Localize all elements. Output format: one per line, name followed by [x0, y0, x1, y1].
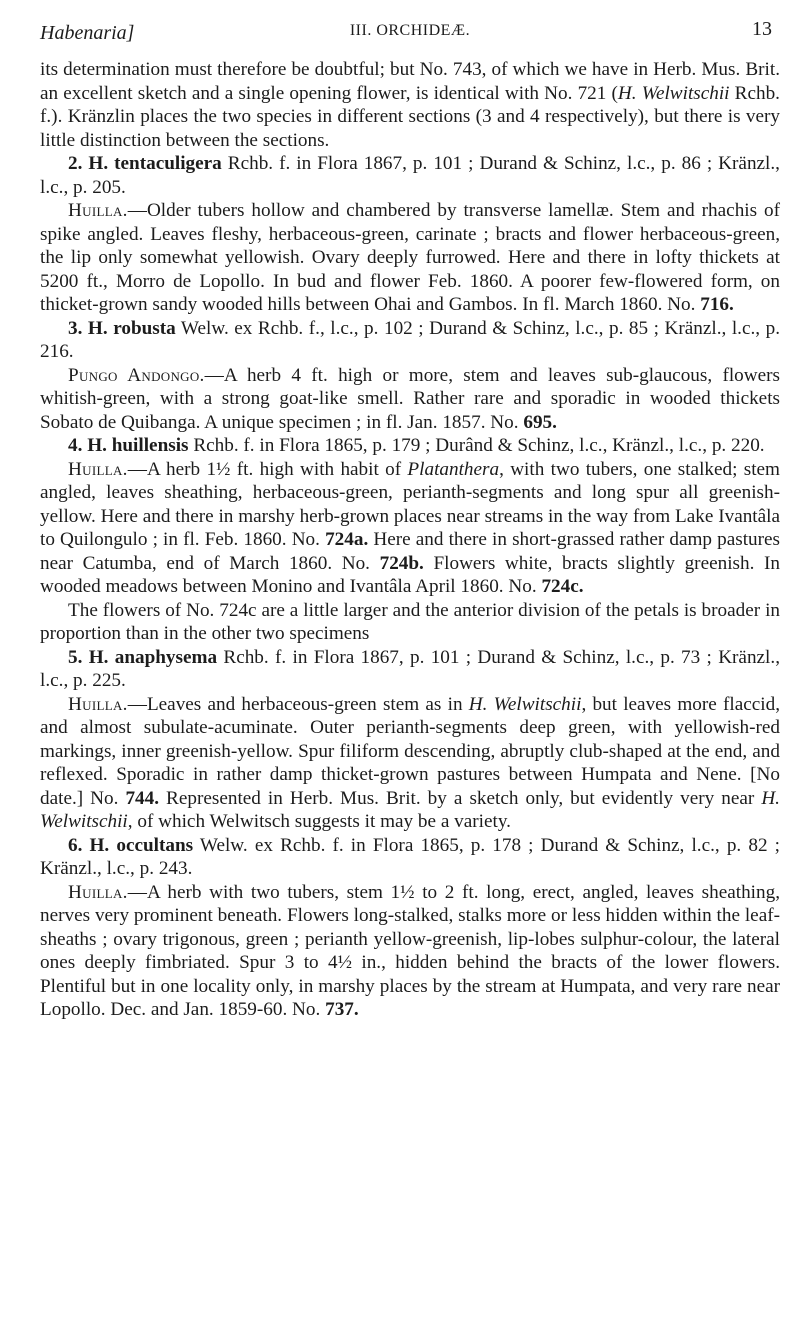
entry-heading-tentaculigera: 2. H. tentaculigera Rchb. f. in Flora 1867, p. 101 ; Durand & Schinz, l.c., p. 86 ; Kränzl., l.c., p. 205.: [40, 153, 780, 198]
entry-heading-robusta: 3. H. robusta Welw. ex Rchb. f., l.c., p. 102 ; Durand & Schinz, l.c., p. 85 ; Kränzl., l.c., p. 216.: [40, 317, 780, 362]
locality: Pungo Andongo.: [68, 364, 205, 386]
page-header: [40, 14, 780, 54]
species-name: tentaculigera: [114, 153, 222, 174]
page-body: [40, 58, 780, 1022]
entry-description-robusta: Pungo Andongo.—A herb 4 ft. high or more, stem and leaves sub-glaucous, flowers whitish-green, with a strong goat-like smell. Rather rare and sporadic in wooded thickets Sobato de Quibanga. A unique specimen ; in fl. Jan. 1857. No. 695.: [40, 364, 780, 433]
entry-description-occultans: Huilla.—A herb with two tubers, stem 1½ to 2 ft. long, erect, angled, leaves sheathing, nerves very prominent beneath. Flowers long-stalked, stalks more or less hidden within the leaf-sheaths ; ovary trigonous, green ; perianth yellow-greenish, lip-lobes sulphur-colour, the lateral ones deeply fimbriated. Spur 3 to 4½ in., hidden behind the bracts of the lower flowers. Plentiful but in one locality only, in marshy places by the stream at Humpata, and very rare near Lopollo. Dec. and Jan. 1859-60. No. 737.: [40, 881, 780, 1020]
entry-description-anaphysema: Huilla.—Leaves and herbaceous-green stem as in H. Welwitschii, but leaves more flaccid, and almost subulate-acuminate. Outer perianth-segments deep green, with yellowish-red markings, inner greenish-yellow. Spur filiform descending, abruptly club-shaped at the end, and reflexed. Sporadic in rather damp thicket-grown pastures between Humpata and Nene. [No date.] No. 744. Represented in Herb. Mus. Brit. by a sketch only, but evidently very near H. Welwitschii, of which Welwitsch suggests it may be a variety.: [40, 693, 781, 832]
locality: Huilla.: [68, 881, 128, 903]
specimen-number: 724a.: [325, 529, 369, 550]
species-name: anaphysema: [114, 646, 218, 668]
intro-paragraph: its determination must therefore be doubtful; but No. 743, of which we have in Herb. Mus. Brit. an excellent sketch and a single opening flower, is identical with No. 721 (H. Welwitschii Rchb. f.). Kränzlin places the two species in different sections (3 and 4 respectively), but there is very little distinction between the sections.: [40, 59, 780, 151]
specimen-number: 695.: [523, 411, 557, 433]
entry-description-tentaculigera: Huilla.—Older tubers hollow and chambered by transverse lamellæ. Stem and rhachis of spike angled. Leaves fleshy, herbaceous-green, carinate ; bracts and flower herbaceous-green, the lip only somewhat yellowish. Ovary deeply furrowed. Here and there in lofty thickets at 5200 ft., Morro de Lopollo. In bud and flower Feb. 1860. A poorer few-flowered form, on thicket-grown sandy wooded hills between Ohai and Gambos. In fl. March 1860. No. 716.: [40, 200, 780, 315]
section-title: III. ORCHIDEÆ.: [349, 22, 471, 39]
entry-heading-huillensis: 4. H. huillensis Rchb. f. in Flora 1865, p. 179 ; Durând & Schinz, l.c., Kränzl., l.c., p. 220.: [68, 435, 765, 456]
entry-heading-occultans: 6. H. occultans Welw. ex Rchb. f. in Flora 1865, p. 178 ; Durand & Schinz, l.c., p. 82 ; Kränzl., l.c., p. 243.: [40, 834, 780, 879]
locality: Huilla.: [68, 200, 128, 221]
specimen-number: 716.: [700, 294, 734, 315]
specimen-number: 744.: [125, 787, 160, 809]
species-name: robusta: [113, 317, 176, 339]
entry-heading-anaphysema: 5. H. anaphysema Rchb. f. in Flora 1867, p. 101 ; Durand & Schinz, l.c., p. 73 ; Kränzl., l.c., p. 225.: [40, 646, 780, 691]
locality: Huilla.: [68, 693, 128, 715]
specimen-number: 737.: [325, 999, 359, 1020]
running-title: Habenaria]: [40, 22, 135, 44]
entry-description-huillensis: Huilla.—A herb 1½ ft. high with habit of Platanthera, with two tubers, one stalked; stem angled, leaves sheathing, herbaceous-green, perianth-segments and long spur all greenish-yellow. Here and there in marshy herb-grown places near streams in the way from Lake Ivantâla to Quilongulo ; in fl. Feb. 1860. No. 724a. Here and there in short-grassed rather damp pastures near Catumba, end of March 1860. No. 724b. Flowers white, bracts slightly greenish. In wooded meadows between Monino and Ivantâla April 1860. No. 724c.: [40, 458, 780, 597]
specimen-number: 724b.: [379, 552, 424, 574]
entry-note-huillensis: The flowers of No. 724c are a little larger and the anterior division of the petals is broader in proportion than in the other two specimens: [40, 599, 780, 644]
species-name: huillensis: [111, 435, 189, 456]
specimen-number: 724c.: [541, 576, 584, 597]
locality: Huilla.: [68, 458, 128, 480]
page: [40, 14, 780, 1022]
page-number: 13: [752, 18, 772, 40]
species-name: occultans: [116, 834, 194, 856]
